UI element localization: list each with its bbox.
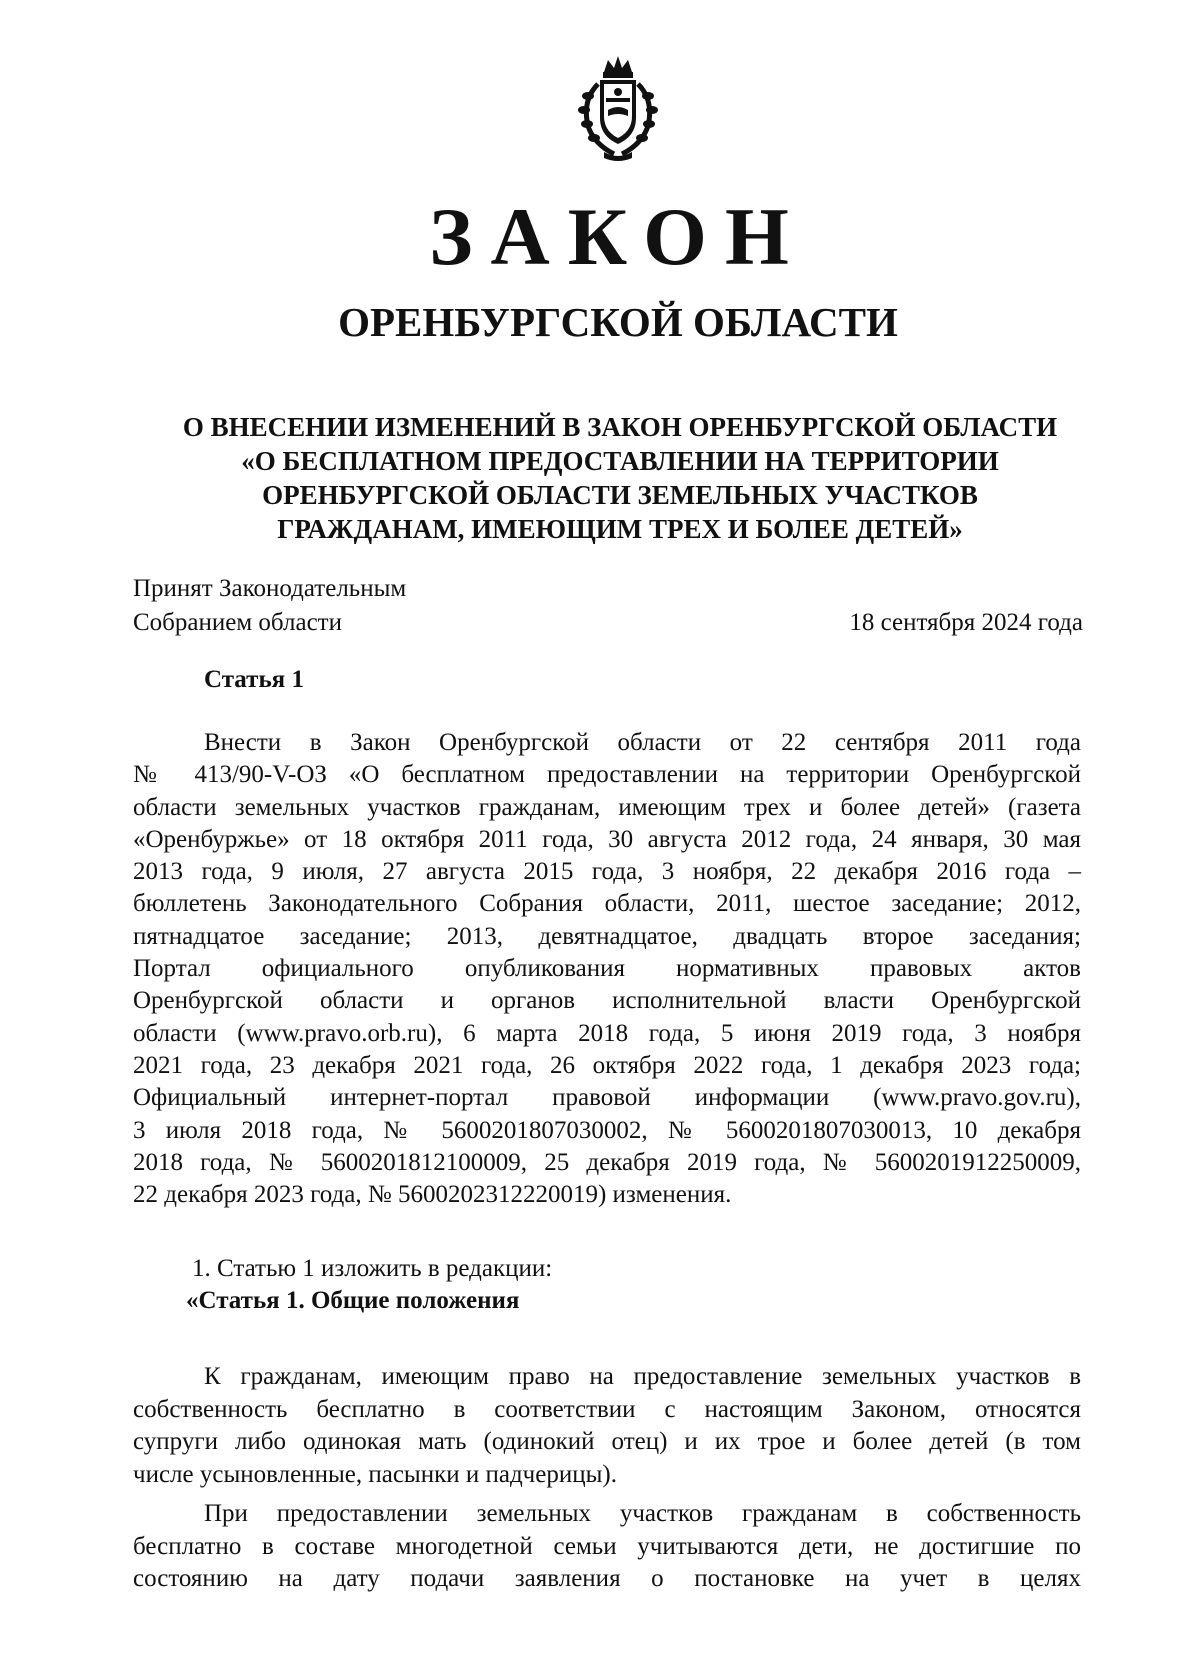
adoption-line-1: Принят Законодательным <box>133 575 407 602</box>
body-line: 2018 года, № 5600201812100009, 25 декабря 2019 года, № 5600201912250009, <box>133 1148 1081 1176</box>
body-line: № 413/90-V-ОЗ «О бесплатном предоставлении на территории Оренбургской <box>133 761 1081 789</box>
body-line: «Оренбуржье» от 18 октября 2011 года, 30 августа 2012 года, 24 января, 30 мая <box>133 825 1081 853</box>
law-name-line: ГРАЖДАНАМ, ИМЕЮЩИМ ТРЕХ И БОЛЕЕ ДЕТЕЙ» <box>277 514 963 544</box>
body-line: области (www.pravo.orb.ru), 6 марта 2018 года, 5 июня 2019 года, 3 ноября <box>133 1019 1081 1047</box>
document-title: ЗАКОН <box>429 191 807 282</box>
amended-article-title: «Статья 1. Общие положения <box>186 1287 520 1314</box>
body-line: 3 июля 2018 года, № 5600201807030002, № 5600201807030013, 10 декабря <box>133 1116 1081 1144</box>
article-body <box>133 727 1081 1211</box>
body-line: 2021 года, 23 декабря 2021 года, 26 октября 2022 года, 1 декабря 2023 года; <box>133 1051 1081 1079</box>
body-line: бюллетень Законодательного Собрания области, 2011, шестое заседание; 2012, <box>133 890 1081 918</box>
adoption-date: 18 сентября 2024 года <box>849 609 1083 636</box>
para-line: супруги либо одинокая мать (одинокий отец) и их трое и более детей (в том <box>133 1428 1081 1455</box>
law-name <box>140 410 1100 546</box>
law-name-line: «О БЕСПЛАТНОМ ПРЕДОСТАВЛЕНИИ НА ТЕРРИТОРИИ <box>241 446 999 476</box>
body-line: 22 декабря 2023 года, № 5600202312220019) изменения. <box>133 1181 732 1209</box>
para-line: При предоставлении земельных участков гражданам в собственность <box>204 1500 1081 1527</box>
para-line: числе усыновленные, пасынки и падчерицы). <box>133 1460 617 1488</box>
paragraph-general-provisions <box>133 1361 1081 1491</box>
article-heading: Статья 1 <box>204 666 304 693</box>
amendment-item-1: 1. Статью 1 изложить в редакции: <box>192 1255 553 1282</box>
body-line: Портал официального опубликования нормативных правовых актов <box>133 955 1081 983</box>
body-line: 2013 года, 9 июля, 27 августа 2015 года, 3 ноября, 22 декабря 2016 года – <box>133 858 1081 886</box>
coat-of-arms-icon <box>574 54 662 162</box>
law-name-line: ОРЕНБУРГСКОЙ ОБЛАСТИ ЗЕМЕЛЬНЫХ УЧАСТКОВ <box>262 480 978 510</box>
paragraph-children-count <box>133 1498 1081 1596</box>
body-line: Официальный интернет-портал правовой информации (www.pravo.gov.ru), <box>133 1084 1081 1112</box>
para-line: К гражданам, имеющим право на предоставление земельных участков в <box>204 1363 1081 1390</box>
law-name-line: О ВНЕСЕНИИ ИЗМЕНЕНИЙ В ЗАКОН ОРЕНБУРГСКОЙ ОБЛАСТИ <box>182 412 1058 442</box>
document-region: ОРЕНБУРГСКОЙ ОБЛАСТИ <box>338 299 898 345</box>
para-line: бесплатно в составе многодетной семьи учитываются дети, не достигшие по <box>133 1532 1081 1560</box>
adoption-block <box>133 572 1083 640</box>
body-line: Оренбургской области и органов исполнительной власти Оренбургской <box>133 987 1081 1015</box>
body-line: Внести в Закон Оренбургской области от 22 сентября 2011 года <box>204 729 1081 756</box>
body-line: пятнадцатое заседание; 2013, девятнадцатое, двадцать второе заседания; <box>133 922 1081 950</box>
adoption-line-2: Собранием области <box>133 609 342 636</box>
para-line: собственность бесплатно в соответствии с настоящим Законом, относятся <box>133 1395 1081 1423</box>
body-line: области земельных участков гражданам, имеющим трех и более детей» (газета <box>133 793 1081 821</box>
para-line: состоянию на дату подачи заявления о постановке на учет в целях <box>133 1565 1081 1592</box>
